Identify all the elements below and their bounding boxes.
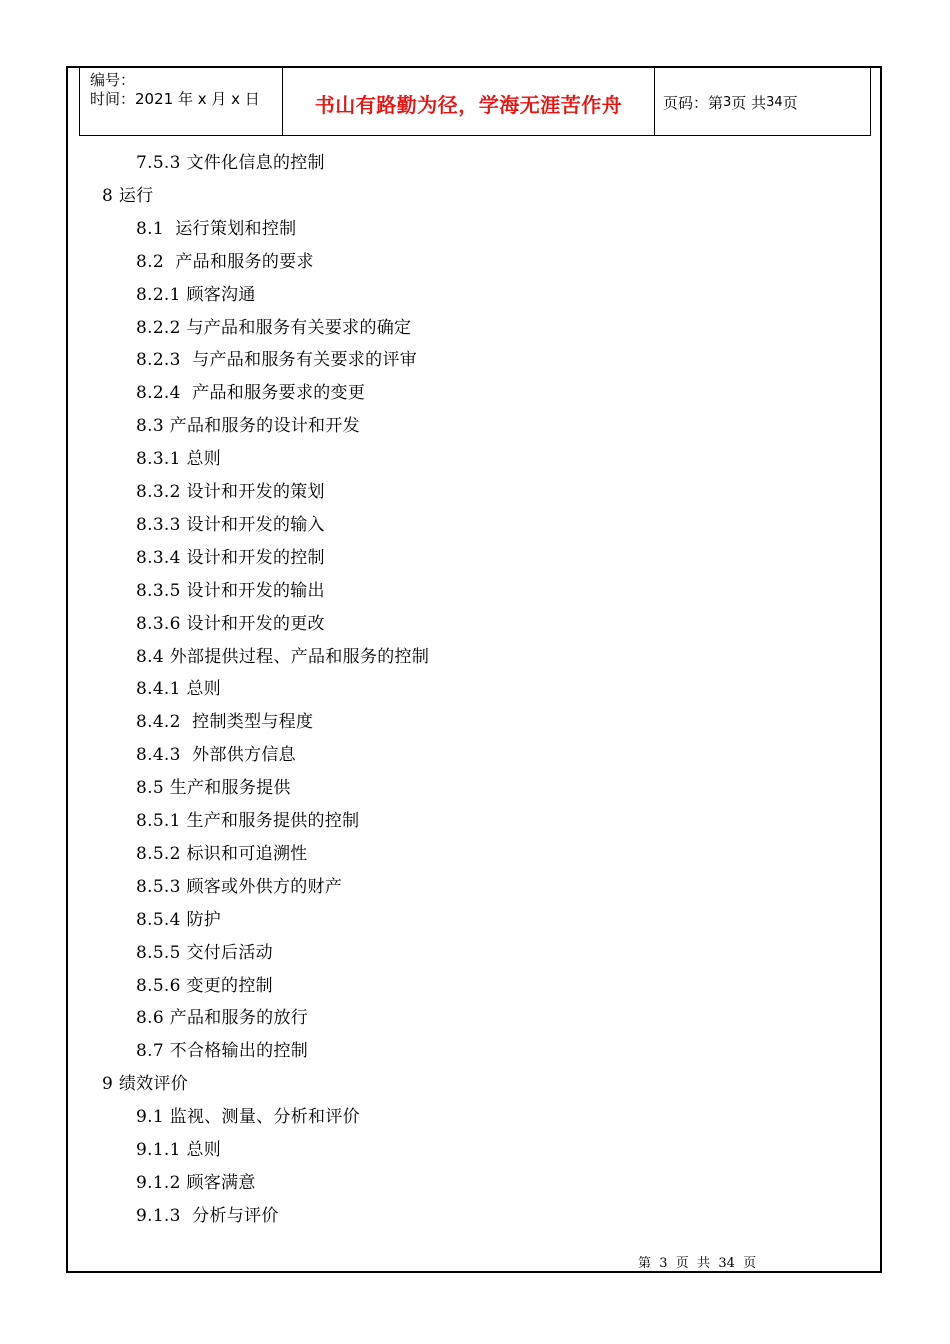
toc-entry: 8.3.3 设计和开发的输入 <box>136 514 325 535</box>
toc-entry: 8.4 外部提供过程、产品和服务的控制 <box>136 646 430 667</box>
page-label-suffix: 页 <box>782 94 798 112</box>
header-motto: 书山有路勤为径，学海无涯苦作舟 <box>283 68 655 135</box>
current-page-number: 3 <box>723 95 732 110</box>
header-page-info <box>655 68 870 135</box>
toc-entry: 9.1.3 分析与评价 <box>136 1205 279 1226</box>
toc-entry: 9.1.2 顾客满意 <box>136 1172 256 1193</box>
toc-entry: 8.5.4 防护 <box>136 909 222 930</box>
toc-entry: 8.2.1 顾客沟通 <box>136 284 256 305</box>
total-pages-number: 34 <box>766 95 783 110</box>
toc-entry: 8.2 产品和服务的要求 <box>136 251 314 272</box>
toc-entry: 8.4.2 控制类型与程度 <box>136 712 314 733</box>
toc-entry: 8.1 运行策划和控制 <box>136 218 297 239</box>
toc-entry: 7.5.3 文件化信息的控制 <box>136 153 325 173</box>
toc-entry: 8.5.3 顾客或外供方的财产 <box>136 876 343 897</box>
header-info-cell <box>80 68 283 135</box>
page-frame <box>66 66 882 1273</box>
toc-entry: 8.6 产品和服务的放行 <box>136 1008 309 1029</box>
toc-entry: 8.5 生产和服务提供 <box>136 778 291 799</box>
toc-section-heading: 9 绩效评价 <box>102 1074 189 1095</box>
toc-entry: 8.3.5 设计和开发的输出 <box>136 580 325 601</box>
toc-entry: 8.3.1 总则 <box>136 449 222 470</box>
document-number-label: 编号： <box>90 71 136 89</box>
toc-entry: 8.5.1 生产和服务提供的控制 <box>136 811 360 831</box>
toc-entry: 9.1 监视、测量、分析和评价 <box>136 1107 360 1128</box>
toc-entry: 8.4.3 外部供方信息 <box>136 745 296 766</box>
toc-entry: 8.5.5 交付后活动 <box>136 942 273 963</box>
toc-entry: 8.2.2 与产品和服务有关要求的确定 <box>136 317 412 338</box>
toc-entry: 8.5.2 标识和可追溯性 <box>136 843 308 864</box>
toc-entry: 8.3.2 设计和开发的策划 <box>136 482 325 502</box>
toc-section-heading: 8 运行 <box>102 185 154 206</box>
page-label-prefix: 页码：第 <box>663 94 724 112</box>
toc-entry: 8.5.6 变更的控制 <box>136 975 273 996</box>
toc-entry: 8.3.4 设计和开发的控制 <box>136 547 325 568</box>
toc-entry: 8.2.3 与产品和服务有关要求的评审 <box>136 350 418 371</box>
page-label-mid: 页 共 <box>731 94 767 112</box>
page-footer: 第 3 页 共 34 页 <box>638 1256 757 1271</box>
toc-entry: 9.1.1 总则 <box>136 1140 222 1160</box>
toc-entry: 8.2.4 产品和服务要求的变更 <box>136 383 366 404</box>
toc-entry: 8.7 不合格输出的控制 <box>136 1041 309 1062</box>
document-header <box>79 68 871 136</box>
toc-entry: 8.4.1 总则 <box>136 679 222 700</box>
toc-entry: 8.3.6 设计和开发的更改 <box>136 613 325 634</box>
document-time-label: 时间：2021 年 x 月 x 日 <box>90 90 260 108</box>
toc-entry: 8.3 产品和服务的设计和开发 <box>136 416 360 437</box>
